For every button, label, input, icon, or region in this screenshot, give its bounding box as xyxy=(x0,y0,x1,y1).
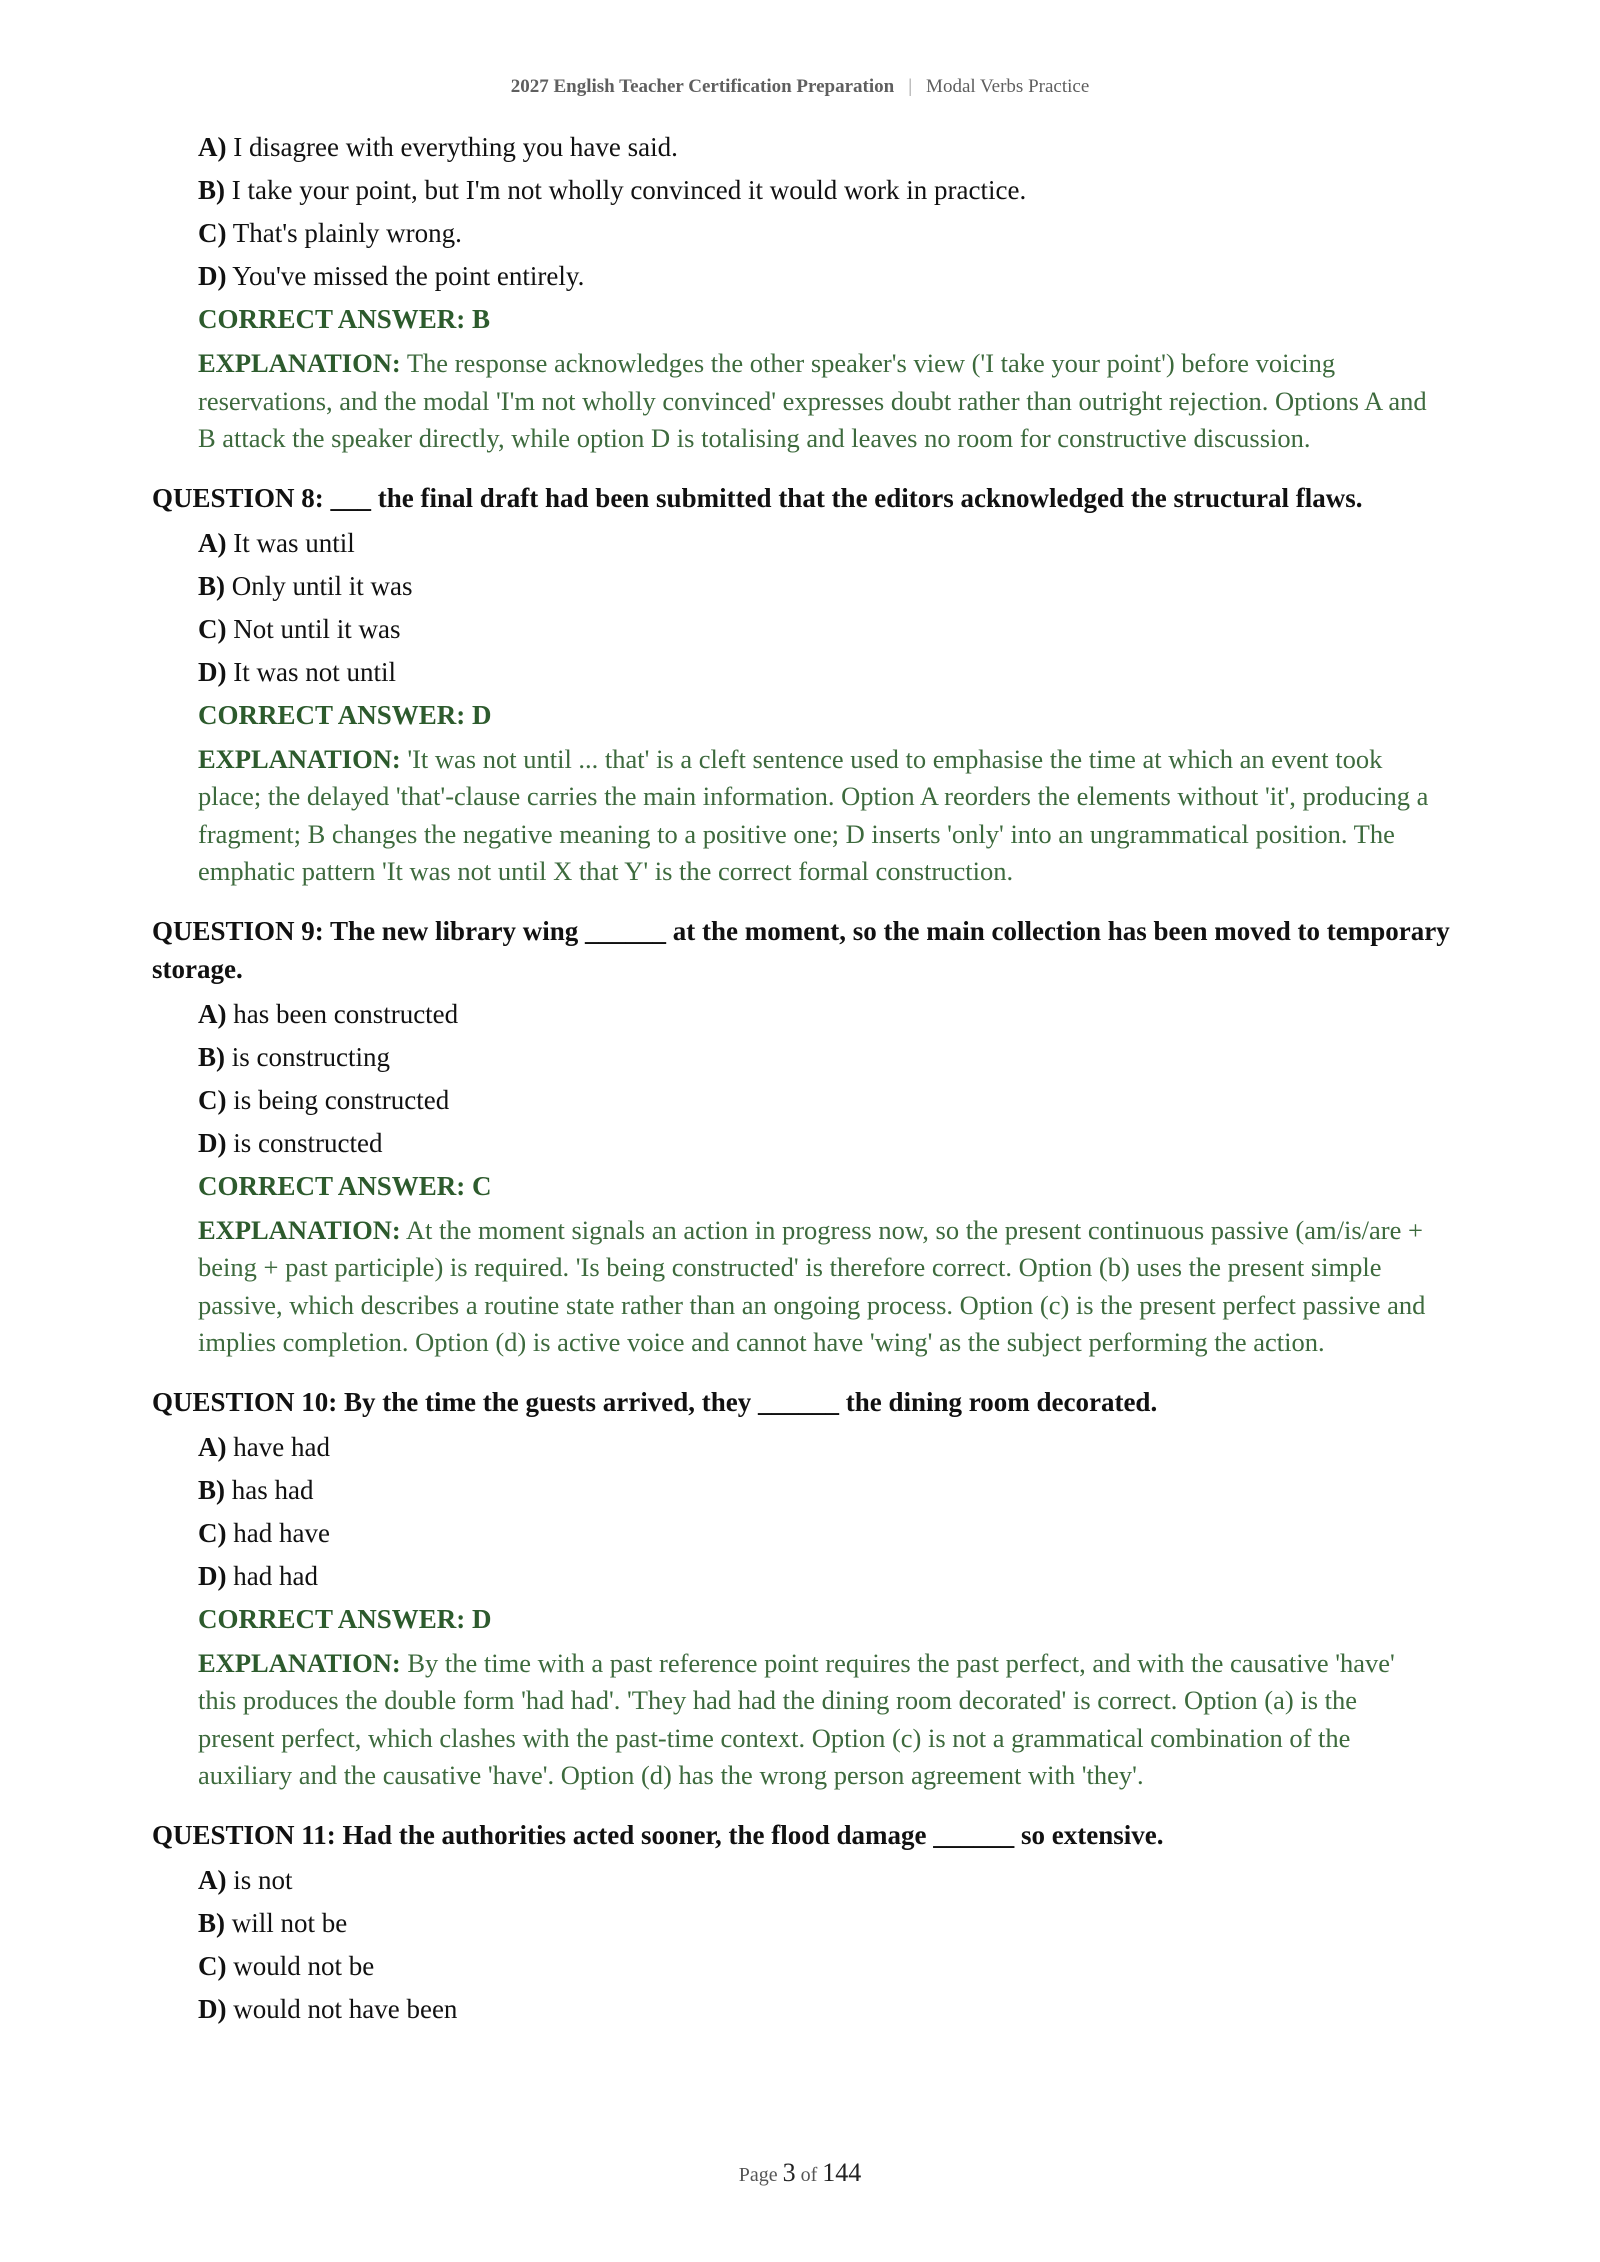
page-label: Page xyxy=(738,2164,778,2186)
question-9-block xyxy=(152,912,1452,1362)
option-c: C) That's plainly wrong. xyxy=(198,218,462,248)
option-d: D) You've missed the point entirely. xyxy=(198,261,585,291)
option-a: A) is not xyxy=(198,1864,293,1895)
page-content xyxy=(152,132,1452,2037)
option-b: B) is constructing xyxy=(198,1041,390,1072)
question-7-block xyxy=(152,132,1452,458)
question-8-block xyxy=(152,479,1452,891)
explanation: EXPLANATION: 'It was not until ... that' is a cleft sentence used to emphasise the time at which an event took place; the delayed 'that'-clause carries the main information. Option A reorders the elements without 'it', producing a fragment; B changes the negative meaning to a positive one; D inserts 'only' into an ungrammatical position. The emphatic pattern 'It was not until X that Y' is the correct formal construction. xyxy=(198,743,1429,886)
option-c: C) Not until it was xyxy=(198,613,401,644)
option-c: C) had have xyxy=(198,1517,330,1548)
question-text: QUESTION 11: Had the authorities acted sooner, the flood damage ______ so extensive. xyxy=(152,1819,1164,1850)
running-header xyxy=(0,76,1600,98)
correct-answer: CORRECT ANSWER: B xyxy=(198,304,491,334)
option-b: B) Only until it was xyxy=(198,570,413,601)
correct-answer: CORRECT ANSWER: C xyxy=(198,1170,492,1201)
explanation: EXPLANATION: By the time with a past reference point requires the past perfect, and with the causative 'have' this produces the double form 'had had'. 'They had had the dining room decorated' is correct. Option (a) is the present perfect, which clashes with the past-time context. Option (c) is not a grammatical combination of the auxiliary and the causative 'have'. Option (d) has the wrong person agreement with 'they'. xyxy=(198,1647,1395,1790)
option-c: C) would not be xyxy=(198,1950,375,1981)
question-10-block xyxy=(152,1383,1452,1795)
page-number xyxy=(0,2158,1600,2188)
option-d: D) would not have been xyxy=(198,1993,458,2024)
explanation: EXPLANATION: At the moment signals an action in progress now, so the present continuous passive (am/is/are + being + past participle) is required. 'Is being constructed' is therefore correct. Option (b) uses the present simple passive, which describes a routine state rather than an ongoing process. Option (c) is the present perfect passive and implies completion. Option (d) is active voice and cannot have 'wing' as the subject performing the action. xyxy=(198,1214,1426,1357)
question-text: QUESTION 8: ___ the final draft had been submitted that the editors acknowledged the structural flaws. xyxy=(152,482,1363,513)
option-b: B) I take your point, but I'm not wholly convinced it would work in practice. xyxy=(198,175,1027,205)
question-11-block xyxy=(152,1816,1452,2024)
page-total: 144 xyxy=(822,2158,862,2187)
page-of-label: of xyxy=(800,2164,818,2186)
option-d: D) It was not until xyxy=(198,656,396,687)
explanation: EXPLANATION: The response acknowledges the other speaker's view ('I take your point') before voicing reservations, and the modal 'I'm not wholly convinced' expresses doubt rather than outright rejection. Options A and B attack the speaker directly, while option D is totalising and leaves no room for constructive discussion. xyxy=(198,348,1427,453)
option-b: B) will not be xyxy=(198,1907,348,1938)
option-d: D) is constructed xyxy=(198,1127,383,1158)
correct-answer: CORRECT ANSWER: D xyxy=(198,699,492,730)
page-current: 3 xyxy=(782,2158,796,2187)
option-a: A) have had xyxy=(198,1431,330,1462)
option-b: B) has had xyxy=(198,1474,314,1505)
option-a: A) I disagree with everything you have said. xyxy=(198,132,678,162)
option-a: A) has been constructed xyxy=(198,998,459,1029)
question-text: QUESTION 9: The new library wing ______ at the moment, so the main collection has been moved to temporary storage. xyxy=(152,915,1450,984)
option-c: C) is being constructed xyxy=(198,1084,450,1115)
header-separator: | xyxy=(908,76,913,97)
document-title: 2027 English Teacher Certification Preparation xyxy=(510,76,895,97)
option-a: A) It was until xyxy=(198,527,355,558)
section-title: Modal Verbs Practice xyxy=(926,76,1090,97)
question-text: QUESTION 10: By the time the guests arrived, they ______ the dining room decorated. xyxy=(152,1386,1158,1417)
correct-answer: CORRECT ANSWER: D xyxy=(198,1603,492,1634)
option-d: D) had had xyxy=(198,1560,318,1591)
